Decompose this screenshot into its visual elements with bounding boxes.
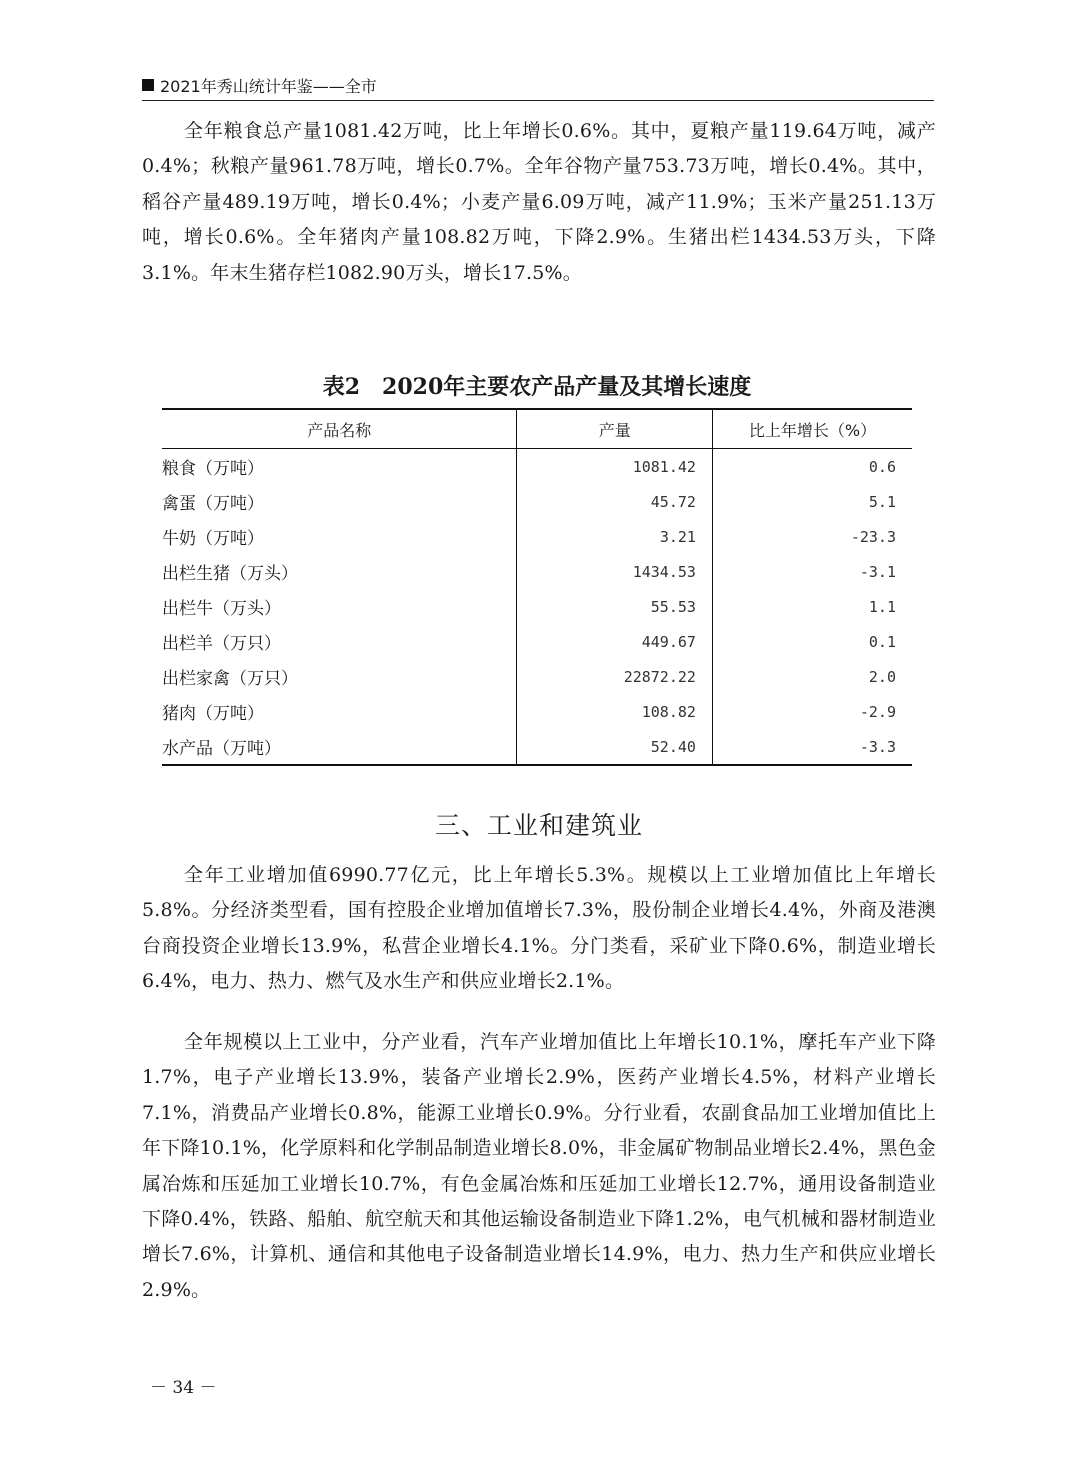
output-cell: 449.67: [517, 624, 712, 659]
table-row: [162, 729, 912, 765]
product-name-cell: 出栏羊（万只）: [162, 634, 281, 654]
product-name-cell: 禽蛋（万吨）: [162, 494, 264, 514]
output-cell: 1081.42: [517, 449, 712, 485]
output-cell: 108.82: [517, 694, 712, 729]
page-number: － 34 －: [150, 1378, 217, 1398]
product-name-cell: 出栏牛（万头）: [162, 599, 281, 619]
table-row: [162, 589, 912, 624]
growth-cell: 0.1: [712, 624, 912, 659]
table-row: [162, 659, 912, 694]
product-name-cell: 出栏生猪（万头）: [162, 564, 298, 584]
growth-cell: 2.0: [712, 659, 912, 694]
table-title: 表2 2020年主要农产品产量及其增长速度: [322, 374, 752, 400]
industry-paragraph-1: 全年工业增加值6990.77亿元，比上年增长5.3%。规模以上工业增加值比上年增长5.8%。分经济类型看，国有控股企业增加值增长7.3%，股份制企业增长4.4%，外商及港澳台商投资企业增长13.9%，私营企业增长4.1%。分门类看，采矿业下降0.6%，制造业增长6.4%，电力、热力、燃气及水生产和供应业增长2.1%。: [142, 864, 936, 993]
product-name-cell: 出栏家禽（万只）: [162, 669, 298, 689]
growth-cell: -23.3: [712, 519, 912, 554]
column-header-growth: 比上年增长（%）: [712, 409, 912, 449]
header-title: 2021年秀山统计年鉴——全市: [160, 76, 377, 96]
table-row: [162, 484, 912, 519]
section-heading: 三、工业和建筑业: [434, 811, 643, 840]
table-row: [162, 554, 912, 589]
agriculture-paragraph: 全年粮食总产量1081.42万吨，比上年增长0.6%。其中，夏粮产量119.64万吨，减产0.4%；秋粮产量961.78万吨，增长0.7%。全年谷物产量753.73万吨，增长0.4%。其中，稻谷产量489.19万吨，增长0.4%；小麦产量6.09万吨，减产11.9%；玉米产量251.13万吨，增长0.6%。全年猪肉产量108.82万吨，下降2.9%。生猪出栏1434.53万头，下降3.1%。年末生猪存栏1082.90万头，增长17.5%。: [142, 120, 936, 284]
table-row: [162, 694, 912, 729]
output-cell: 55.53: [517, 589, 712, 624]
table-row: [162, 449, 912, 485]
growth-cell: -3.1: [712, 554, 912, 589]
product-name-cell: 猪肉（万吨）: [162, 704, 264, 724]
output-cell: 1434.53: [517, 554, 712, 589]
column-header-output: 产量: [517, 409, 712, 449]
growth-cell: 1.1: [712, 589, 912, 624]
output-cell: 45.72: [517, 484, 712, 519]
product-name-cell: 牛奶（万吨）: [162, 529, 264, 549]
header-square-marker-icon: [142, 79, 154, 91]
output-cell: 3.21: [517, 519, 712, 554]
output-cell: 52.40: [517, 729, 712, 765]
product-name-cell: 水产品（万吨）: [162, 739, 281, 759]
table-header-row: [162, 409, 912, 449]
table-row: [162, 624, 912, 659]
agriculture-output-table: [162, 408, 912, 766]
product-name-cell: 粮食（万吨）: [162, 459, 264, 479]
industry-paragraph-2: 全年规模以上工业中，分产业看，汽车产业增加值比上年增长10.1%，摩托车产业下降1.7%，电子产业增长13.9%，装备产业增长2.9%，医药产业增长4.5%，材料产业增长7.1%，消费品产业增长0.8%，能源工业增长0.9%。分行业看，农副食品加工业增加值比上年下降10.1%，化学原料和化学制品制造业增长8.0%，非金属矿物制品业增长2.4%，黑色金属冶炼和压延加工业增长10.7%，有色金属冶炼和压延加工业增长12.7%，通用设备制造业下降0.4%，铁路、船舶、航空航天和其他运输设备制造业下降1.2%，电气机械和器材制造业增长7.6%，计算机、通信和其他电子设备制造业增长14.9%，电力、热力生产和供应业增长2.9%。: [142, 1031, 936, 1301]
running-header: [142, 70, 934, 101]
column-header-product: 产品名称: [162, 409, 517, 449]
growth-cell: -3.3: [712, 729, 912, 765]
table-row: [162, 519, 912, 554]
growth-cell: -2.9: [712, 694, 912, 729]
output-cell: 22872.22: [517, 659, 712, 694]
growth-cell: 0.6: [712, 449, 912, 485]
growth-cell: 5.1: [712, 484, 912, 519]
